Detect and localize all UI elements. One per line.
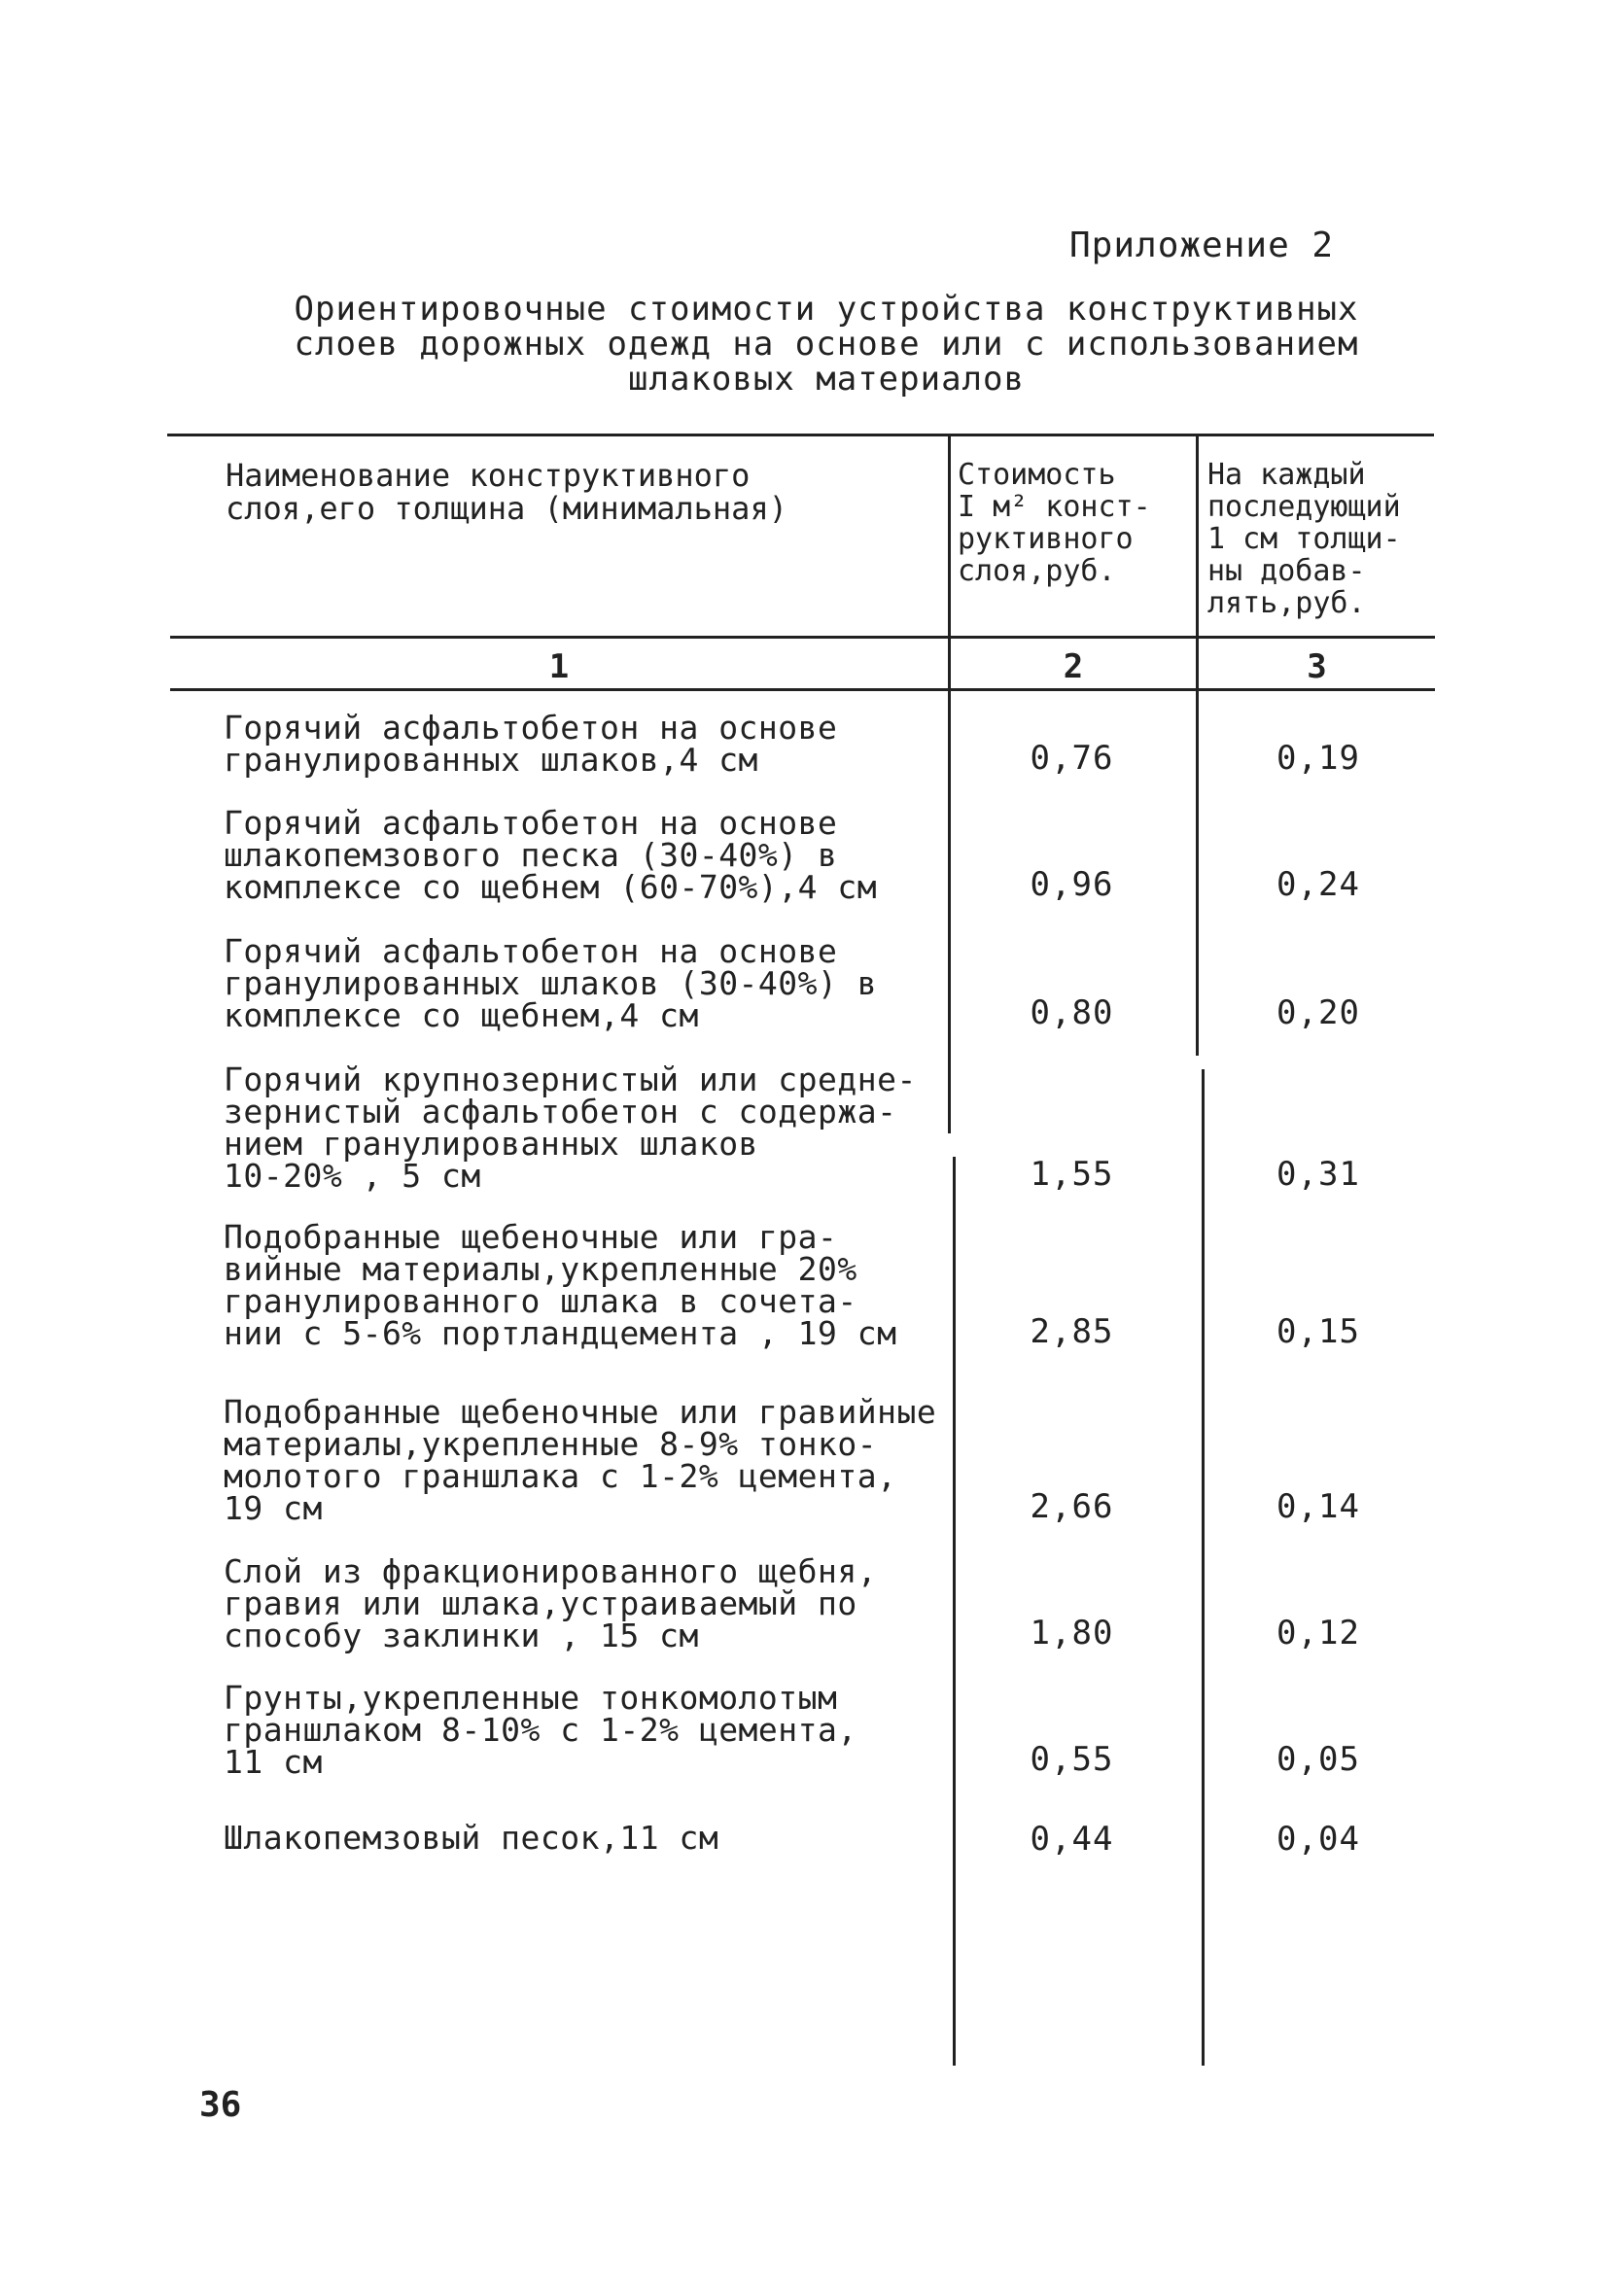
document-title: Ориентировочные стоимости устройства конструктивных слоев дорожных одежд на основе или с использованием шлаковых материалов <box>294 290 1359 399</box>
table-row-7-cost: 1,80 <box>1030 1614 1114 1652</box>
table-row-7-add: 0,12 <box>1276 1614 1360 1652</box>
table-row-6-cost: 2,66 <box>1030 1487 1114 1526</box>
table-row-1-name: Горячий асфальтобетон на основе гранулированных шлаков,4 см <box>224 709 838 779</box>
column-number-rule <box>170 688 1435 691</box>
table-row-4-add: 0,31 <box>1276 1155 1360 1194</box>
table-row-4-name: Горячий крупнозернистый или средне- зернистый асфальтобетон с содержа- нием гранулированных шлаков 10-20% , 5 см <box>224 1061 917 1195</box>
column-divider-2 <box>1196 434 1199 1056</box>
header-additional-cost: На каждый последующий 1 см толщи- ны добав- лять,руб. <box>1207 458 1401 620</box>
table-row-8-name: Грунты,укрепленные тонкомолотым граншлаком 8-10% с 1-2% цемента, 11 см <box>224 1679 857 1781</box>
page-number: 36 <box>199 2085 242 2125</box>
column-divider-1-lower <box>953 1157 956 2066</box>
table-row-2-cost: 0,96 <box>1030 865 1114 904</box>
table-row-9-cost: 0,44 <box>1030 1820 1114 1859</box>
table-row-5-add: 0,15 <box>1276 1312 1360 1351</box>
header-cost: Стоимость I м² конст- руктивного слоя,руб. <box>958 458 1151 588</box>
header-layer-name: Наименование конструктивного слоя,его толщина (минимальная) <box>226 457 787 527</box>
column-number-3: 3 <box>1307 647 1327 686</box>
table-row-8-add: 0,05 <box>1276 1740 1360 1779</box>
column-divider-1 <box>948 434 951 1133</box>
table-row-7-name: Слой из фракционированного щебня, гравия или шлака,устраиваемый по способу заклинки , 15 см <box>224 1552 878 1654</box>
table-row-4-cost: 1,55 <box>1030 1155 1114 1194</box>
table-row-6-add: 0,14 <box>1276 1487 1360 1526</box>
column-divider-2-lower <box>1202 1069 1205 2066</box>
header-bottom-rule <box>170 636 1435 639</box>
table-row-1-cost: 0,76 <box>1030 739 1114 778</box>
table-row-3-name: Горячий асфальтобетон на основе гранулированных шлаков (30-40%) в комплексе со щебнем,4 см <box>224 932 878 1034</box>
table-row-5-name: Подобранные щебеночные или гра- вийные материалы,укрепленные 20% гранулированного шлака в сочета- нии с 5-6% портландцемента , 19 см <box>224 1218 897 1352</box>
table-row-6-name: Подобранные щебеночные или гравийные материалы,укрепленные 8-9% тонко- молотого граншлака с 1-2% цемента, 19 см <box>224 1393 937 1527</box>
table-row-2-name: Горячий асфальтобетон на основе шлакопемзового песка (30-40%) в комплексе со щебнем (60-70%),4 см <box>224 804 878 906</box>
table-top-rule <box>167 434 1434 436</box>
table-row-9-add: 0,04 <box>1276 1820 1360 1859</box>
appendix-label: Приложение 2 <box>1069 226 1335 265</box>
column-number-1: 1 <box>548 647 570 686</box>
table-row-3-cost: 0,80 <box>1030 993 1114 1032</box>
table-row-8-cost: 0,55 <box>1030 1740 1114 1779</box>
table-row-5-cost: 2,85 <box>1030 1312 1114 1351</box>
column-number-2: 2 <box>1063 647 1084 686</box>
table-row-1-add: 0,19 <box>1276 739 1360 778</box>
table-row-9-name: Шлакопемзовый песок,11 см <box>224 1819 719 1857</box>
table-row-3-add: 0,20 <box>1276 993 1360 1032</box>
table-row-2-add: 0,24 <box>1276 865 1360 904</box>
